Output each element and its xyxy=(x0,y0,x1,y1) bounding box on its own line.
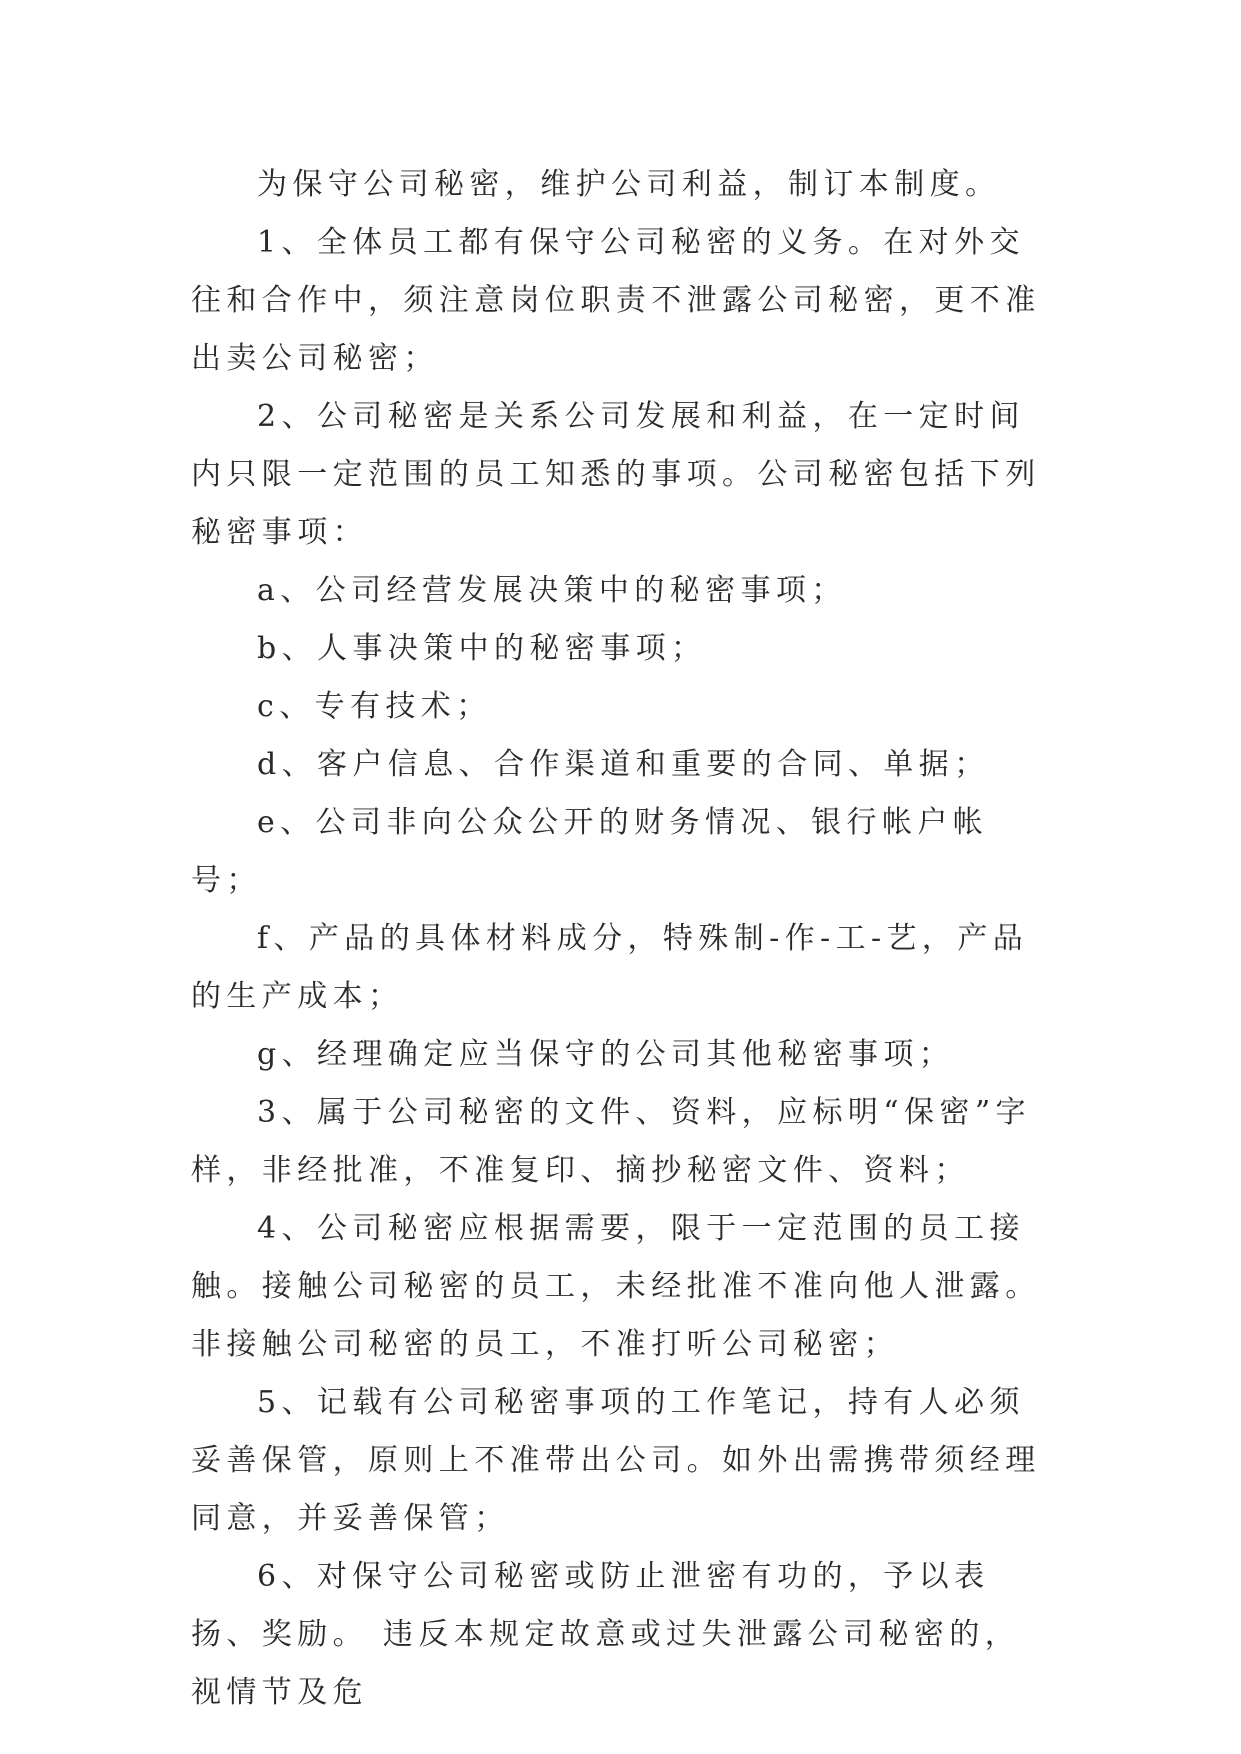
clause-1-paragraph: 1、全体员工都有保守公司秘密的义务。在对外交往和合作中，须注意岗位职责不泄露公司秘密，更不准出卖公司秘密； xyxy=(191,225,1041,376)
item-g-paragraph: g、经理确定应当保守的公司其他秘密事项； xyxy=(257,1037,955,1072)
clause-6-paragraph: 6、对保守公司秘密或防止泄密有功的，予以表扬、奖励。 违反本规定故意或过失泄露公司秘密的，视情节及危 xyxy=(191,1559,1021,1710)
item-b-paragraph: b、人事决策中的秘密事项； xyxy=(257,631,707,666)
item-d-paragraph: d、客户信息、合作渠道和重要的合同、单据； xyxy=(257,747,990,782)
item-e-paragraph: e、公司非向公众公开的财务情况、银行帐户帐号； xyxy=(191,805,989,898)
document-body xyxy=(191,156,1051,1722)
clause-3-paragraph: 3、属于公司秘密的文件、资料，应标明“保密”字样，非经批准，不准复印、摘抄秘密文件、资料； xyxy=(191,1095,1031,1188)
item-f-paragraph: f、产品的具体材料成分，特殊制-作-工-艺，产品的生产成本； xyxy=(191,921,1029,1014)
clause-2-paragraph: 2、公司秘密是关系公司发展和利益，在一定时间内只限一定范围的员工知悉的事项。公司秘密包括下列秘密事项： xyxy=(191,399,1041,550)
intro-paragraph: 为保守公司秘密，维护公司利益，制订本制度。 xyxy=(257,167,1001,202)
item-a-paragraph: a、公司经营发展决策中的秘密事项； xyxy=(257,573,847,608)
clause-5-paragraph: 5、记载有公司秘密事项的工作笔记，持有人必须妥善保管，原则上不准带出公司。如外出需携带须经理同意，并妥善保管； xyxy=(191,1385,1041,1536)
item-c-paragraph: c、专有技术； xyxy=(257,689,492,724)
clause-4-paragraph: 4、公司秘密应根据需要，限于一定范围的员工接触。接触公司秘密的员工，未经批准不准向他人泄露。非接触公司秘密的员工，不准打听公司秘密； xyxy=(191,1211,1041,1362)
